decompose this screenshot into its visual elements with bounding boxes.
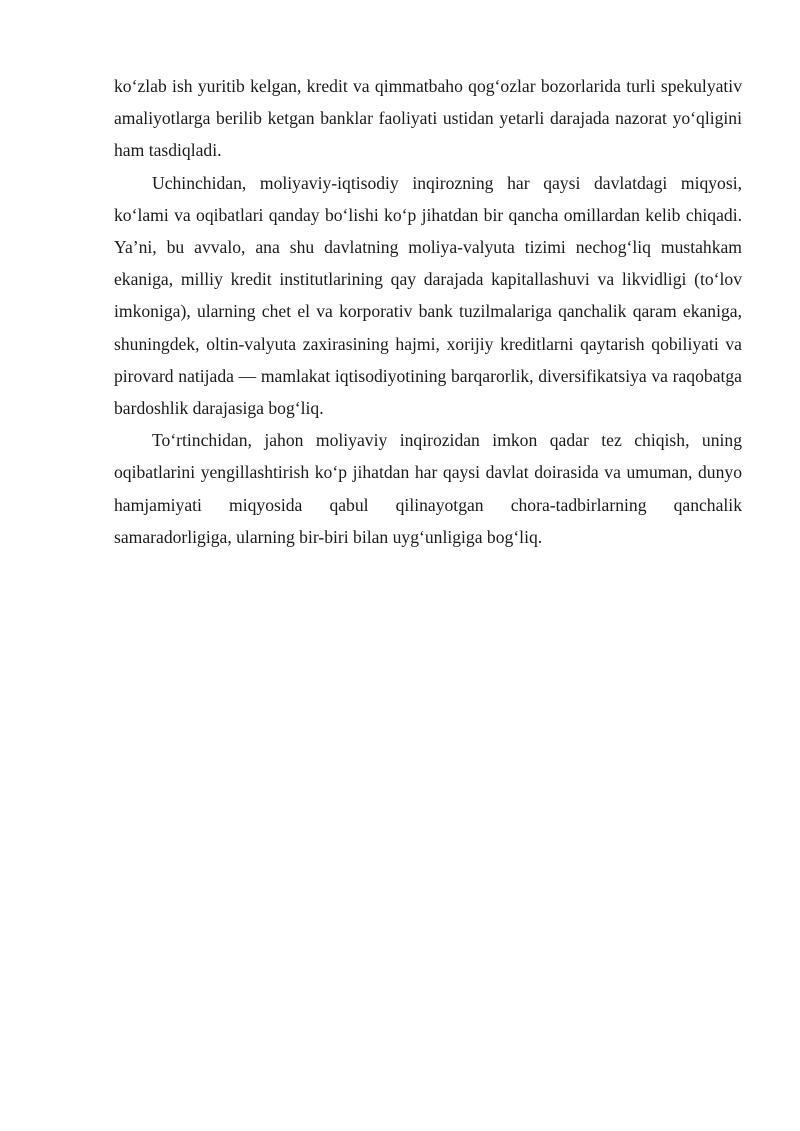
paragraph-uchinchidan: Uchinchidan, moliyaviy-iqtisodiy inqirozning har qaysi davlatdagi miqyosi, ko‘lami va oqibatlari qanday bo‘lishi ko‘p jihatdan bir qancha omillardan kelib chiqadi. Ya’ni, bu avvalo, ana shu davlatning moliya-valyuta tizimi nechog‘liq mustahkam ekaniga, milliy kredit institutlarining qay darajada kapitallashuvi va likvidligi (to‘lov imkoniga), ularning chet el va korporativ bank tuzilmalariga qanchalik qaram ekaniga, shuningdek, oltin-valyuta zaxirasining hajmi, xorijiy kreditlarni qaytarish qobiliyati va pirovard natijada — mamlakat iqtisodiyotining barqarorlik, diversifikatsiya va raqobatga bardoshlik darajasiga bog‘liq. [114, 172, 742, 419]
body-text [114, 70, 742, 553]
paragraph-continuation: ko‘zlab ish yuritib kelgan, kredit va qimmatbaho qog‘ozlar bozorlarida turli spekulyativ amaliyotlarga berilib ketgan banklar faoliyati ustidan yetarli darajada nazorat yo‘qligini ham tasdiqladi. [114, 76, 742, 161]
paragraph-tortinchidan: To‘rtinchidan, jahon moliyaviy inqirozidan imkon qadar tez chiqish, uning oqibatlarini yengillashtirish ko‘p jihatdan har qaysi davlat doirasida va umuman, dunyo hamjamiyati miqyosida qabul qilinayotgan chora-tadbirlarning qanchalik samaradorligiga, ularning bir-biri bilan uyg‘unligiga bog‘liq. [114, 430, 742, 547]
